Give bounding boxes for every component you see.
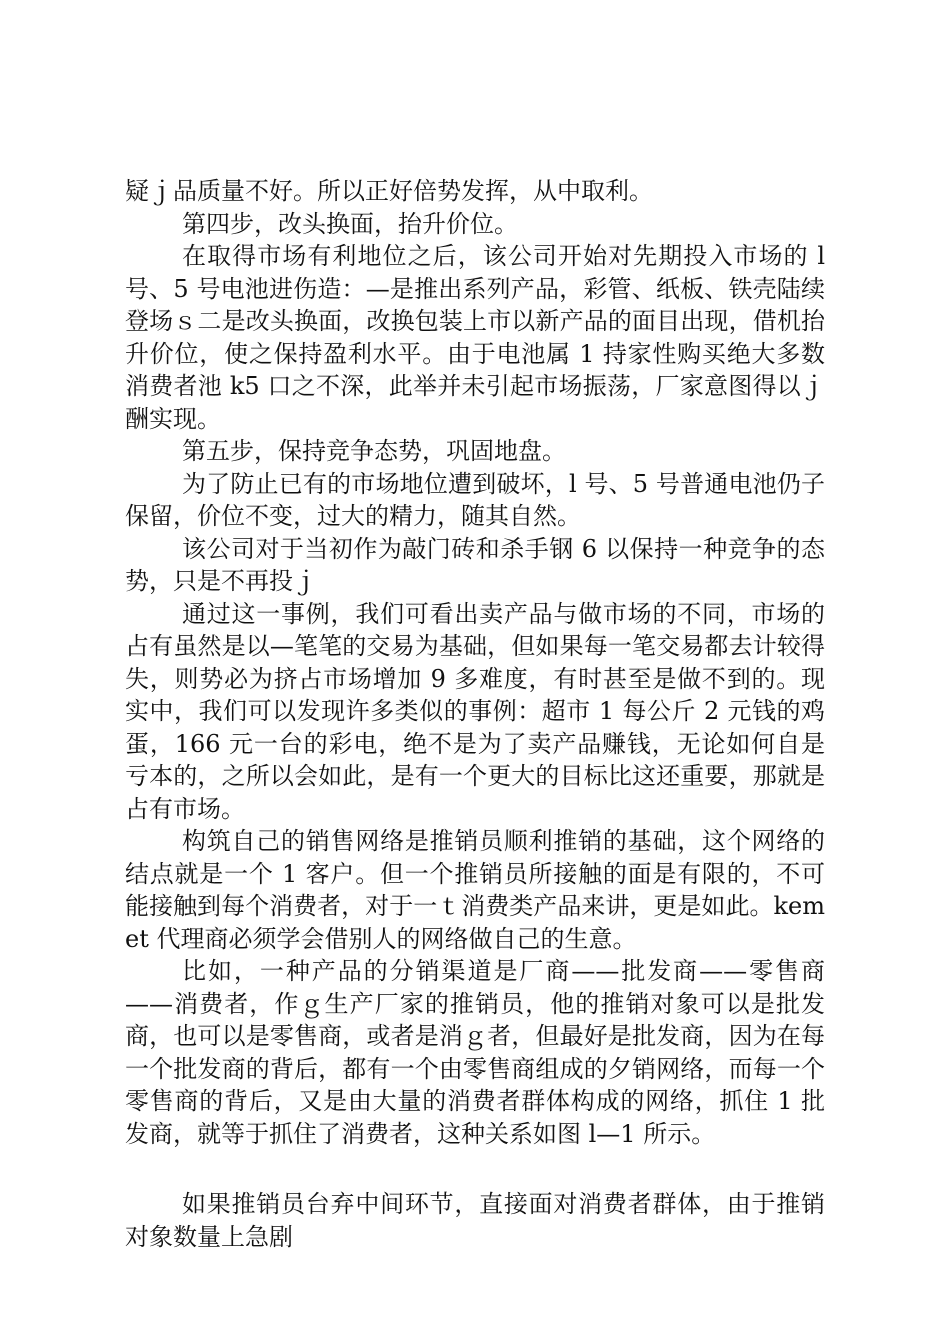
paragraph-4-heading-step-five: 第五步，保持竞争态势，巩固地盘。 (182, 437, 566, 465)
body-text (125, 175, 825, 1253)
paragraph-6: 该公司对于当初作为敲门砖和杀手钢 6 以保持一种竞争的态势，只是不再投ｊ (125, 534, 825, 595)
paragraph-9: 比如，一种产品的分销渠道是厂商——批发商——零售商——消费者，作ｇ生产厂家的推销员，他的推销对象可以是批发商，也可以是零售商，或者是消ｇ者，但最好是批发商，因为在每一个批发商的背后，都有一个由零售商组成的夕销网络，而每一个零售商的背后，又是由大量的消费者群体构成的网络，抓住 1 批发商，就等于抓住了消费者，这种关系如图 l—1 所示。 (125, 957, 825, 1148)
paragraph-1: 疑ｊ品质量不好。所以正好倍势发挥，从中取利。 (125, 177, 653, 205)
paragraph-7: 通过这一事例，我们可看出卖产品与做市场的不同，市场的占有虽然是以—笔笔的交易为基础，但如果每一笔交易都去计较得失，则势必为挤占市场增加 9 多难度，有时甚至是做不到的。现实中，我们可以发现许多类似的事例：超市 1 每公斤 2 元钱的鸡蛋，166 元一台的彩电，绝不是为了卖产品赚钱，无论如何自是亏本的，之所以会如此，是有一个更大的目标比这还重要，那就是占有市场。 (125, 599, 825, 823)
paragraph-5: 为了防止已有的市场地位遭到破坏，l 号、5 号普通电池仍子保留，价位不变，过大的精力，随其自然。 (125, 469, 825, 530)
paragraph-gap (125, 1150, 825, 1188)
paragraph-10: 如果推销员台弃中间环节，直接面对消费者群体，由于推销对象数量上急剧 (125, 1190, 825, 1251)
paragraph-2-heading-step-four: 第四步，改头换面，抬升价位。 (182, 209, 518, 238)
paragraph-3: 在取得市场有利地位之后，该公司开始对先期投入市场的 l 号、5 号电池进伤造：—是推出系列产品，彩管、纸板、铁壳陆续登场ｓ二是改头换面，改换包装上市以新产品的面目出现，借机抬升价位，使之保持盈利水平。由于电池属 1 持家性购买绝大多数消费者池 k5 口之不深，此举并未引起市场振荡，厂家意图得以ｊ酬实现。 (125, 242, 825, 433)
paragraph-8: 构筑自己的销售网络是推销员顺利推销的基础，这个网络的结点就是一个 1 客户。但一个推销员所接触的面是有限的，不可能接触到每个消费者，对于一ｔ消费类产品来讲，更是如此。kemet 代理商必须学会借别人的网络做自己的生意。 (125, 827, 825, 953)
